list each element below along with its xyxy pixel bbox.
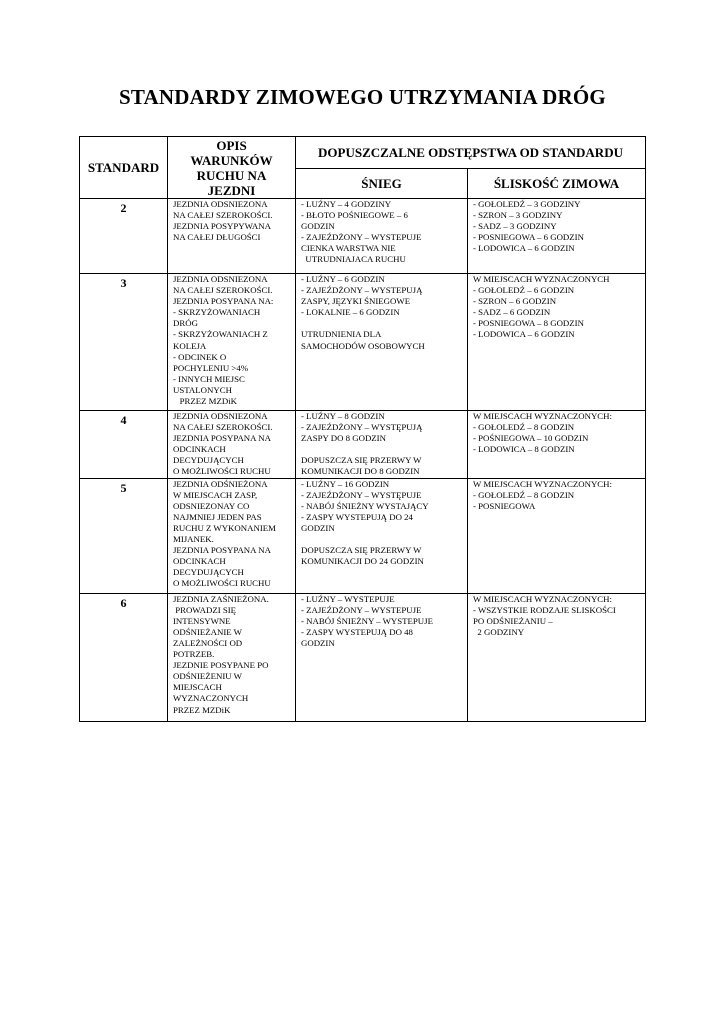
cell-line: ODCINKACH: [173, 556, 226, 567]
header-snieg: ŚNIEG: [296, 169, 468, 199]
cell-line: DRÓG: [173, 318, 198, 329]
cell-line: ODŚNIEŻENIU W: [173, 671, 242, 682]
cell-line: PO ODŚNIEŻANIU –: [473, 615, 553, 626]
header-opis-line: JEZDNI: [207, 182, 256, 198]
cell-line: NA CAŁEJ SZEROKOŚCI.: [173, 422, 273, 433]
cell-line: JEZDNIA ODŚNIEŻONA: [173, 478, 268, 489]
cell-line: JEZDNIA POSYPANA NA: [173, 433, 271, 444]
table-row: [80, 199, 646, 274]
sliskosc-cell: [468, 593, 646, 721]
cell-line: - GOŁOLEDŹ – 3 GODZINY: [473, 199, 581, 209]
cell-line: - LUŹNY – 16 GODZIN: [301, 478, 390, 489]
cell-line: - SZRON – 3 GODZINY: [473, 210, 563, 221]
cell-line: JEZDNIA POSYPANA NA: [173, 545, 271, 556]
header-opis-line: RUCHU NA: [196, 167, 267, 183]
cell-line: USTALONYCH: [173, 384, 232, 395]
cell-line: JEZDNIA ODSNIEZONA: [173, 411, 268, 421]
sliskosc-cell: [468, 478, 646, 593]
cell-line: DECYDUJĄCYCH: [173, 455, 244, 466]
header-standard: STANDARD: [80, 137, 168, 199]
cell-line: - WSZYSTKIE RODZAJE SLISKOŚCI: [473, 604, 616, 615]
cell-line: O MOŻLIWOŚCI RUCHU: [173, 466, 271, 477]
cell-line: - LODOWICA – 6 GODZIN: [473, 329, 575, 340]
cell-line: - LUŹNY – 8 GODZIN: [301, 411, 385, 421]
cell-line: DOPUSZCZA SIĘ PRZERWY W: [301, 455, 422, 466]
cell-line: RUCHU Z WYKONANIEM: [173, 522, 276, 533]
opis-cell: [168, 274, 296, 411]
cell-line: GODZIN: [301, 221, 335, 232]
cell-line: - SKRZYŻOWANIACH Z: [173, 329, 268, 340]
cell-line: - POSNIEGOWA – 8 GODZIN: [473, 318, 584, 329]
cell-line: - BŁOTO POŚNIEGOWE – 6: [301, 210, 408, 221]
cell-line: JEZDNIA ODSNIEZONA: [173, 274, 268, 284]
cell-line: NAJMNIEJ JEDEN PAS: [173, 511, 262, 522]
cell-line: JEZDNIE POSYPANE PO: [173, 660, 269, 671]
cell-line: - GOŁOLEDŹ – 8 GODZIN: [473, 422, 575, 433]
cell-line: - ZAJEŹDŻONY – WYSTĘPUJE: [301, 489, 422, 500]
cell-line: O MOŻLIWOŚCI RUCHU: [173, 578, 271, 589]
cell-line: SAMOCHODÓW OSOBOWYCH: [301, 340, 425, 351]
table-row: [80, 478, 646, 593]
header-sliskosc: ŚLISKOŚĆ ZIMOWA: [468, 169, 646, 199]
cell-line: - LODOWICA – 8 GODZIN: [473, 444, 575, 455]
cell-line: - ZAJEŹDŻONY – WYSTEPUJE: [301, 604, 422, 615]
cell-line: W MIEJSCACH WYZNACZONYCH: [473, 274, 610, 284]
standard-number: 2: [80, 199, 168, 274]
cell-line: - LUŹNY – 4 GODZINY: [301, 199, 392, 209]
cell-line: JEZDNIA ZAŚNIEŻONA.: [173, 593, 269, 604]
cell-line: NA CAŁEJ SZEROKOŚCI.: [173, 210, 273, 221]
cell-line: GODZIN: [301, 637, 335, 648]
cell-line: GODZIN: [301, 522, 335, 533]
page-title: STANDARDY ZIMOWEGO UTRZYMANIA DRÓG: [119, 85, 606, 109]
sliskosc-cell: [468, 199, 646, 274]
cell-line: - INNYCH MIEJSC: [173, 373, 245, 384]
cell-line: - LODOWICA – 6 GODZIN: [473, 243, 575, 254]
standard-number: 3: [80, 274, 168, 411]
opis-cell: [168, 478, 296, 593]
cell-line: - LOKALNIE – 6 GODZIN: [301, 307, 400, 318]
cell-line: ODŚNIEŻANIE W: [173, 626, 242, 637]
cell-line: - GOŁOLEDŹ – 6 GODZIN: [473, 285, 575, 296]
cell-line: [301, 318, 464, 329]
cell-line: PROWADZI SIĘ: [173, 604, 237, 615]
cell-line: DECYDUJĄCYCH: [173, 567, 244, 578]
cell-line: [301, 534, 464, 545]
cell-line: UTRUDNIAJACA RUCHU: [301, 254, 406, 265]
table-row: [80, 274, 646, 411]
cell-line: JEZDNIA POSYPYWANA: [173, 221, 271, 232]
header-dopuszczalne: DOPUSZCZALNE ODSTĘPSTWA OD STANDARDU: [296, 137, 646, 169]
cell-line: W MIEJSCACH WYZNACZONYCH:: [473, 478, 612, 489]
cell-line: - GOŁOLEDŹ – 8 GODZIN: [473, 489, 575, 500]
cell-line: - LUŹNY – WYSTEPUJE: [301, 593, 395, 604]
cell-line: - NABÓJ ŚNIEŻNY WYSTAJĄCY: [301, 500, 429, 511]
cell-line: [301, 444, 464, 455]
table-row: [80, 411, 646, 479]
cell-line: POCHYLENIU >4%: [173, 362, 249, 373]
cell-line: PRZEZ MZDiK: [173, 704, 231, 715]
snieg-cell: [296, 593, 468, 721]
standards-table: [79, 136, 646, 722]
cell-line: W MIEJSCACH ZASP,: [173, 489, 258, 500]
standard-number: 6: [80, 593, 168, 721]
cell-line: 2 GODZINY: [473, 626, 525, 637]
cell-line: PRZEZ MZDiK: [173, 396, 238, 407]
cell-line: MIJANEK.: [173, 534, 214, 545]
cell-line: MIEJSCACH: [173, 682, 222, 693]
cell-line: ZASPY, JĘZYKI ŚNIEGOWE: [301, 296, 411, 307]
cell-line: - ZAJEŹDŻONY – WYSTĘPUJĄ: [301, 422, 423, 433]
cell-line: - ZASPY WYSTEPUJĄ DO 24: [301, 511, 413, 522]
cell-line: ODSNIEZONAY CO: [173, 500, 250, 511]
cell-line: KOMUNIKACJI DO 8 GODZIN: [301, 466, 420, 477]
cell-line: KOLEJA: [173, 340, 207, 351]
sliskosc-cell: [468, 274, 646, 411]
cell-line: - NABÓJ ŚNIEŻNY – WYSTEPUJE: [301, 615, 433, 626]
cell-line: JEZDNIA POSYPANA NA:: [173, 296, 274, 307]
cell-line: KOMUNIKACJI DO 24 GODZIN: [301, 556, 424, 567]
opis-cell: [168, 199, 296, 274]
cell-line: - ZASPY WYSTEPUJĄ DO 48: [301, 626, 413, 637]
cell-line: ZASPY DO 8 GODZIN: [301, 433, 386, 444]
cell-line: POTRZEB.: [173, 649, 215, 660]
cell-line: W MIEJSCACH WYZNACZONYCH:: [473, 411, 612, 421]
cell-line: CIENKA WARSTWA NIE: [301, 243, 396, 254]
cell-line: JEZDNIA ODSNIEZONA: [173, 199, 268, 209]
sliskosc-cell: [468, 411, 646, 479]
table-row: [80, 593, 646, 721]
opis-cell: [168, 411, 296, 479]
header-opis-line: OPIS: [216, 137, 247, 153]
cell-line: DOPUSZCZA SIĘ PRZERWY W: [301, 545, 422, 556]
cell-line: - LUŹNY – 6 GODZIN: [301, 274, 385, 284]
header-row: [80, 137, 646, 169]
standard-number: 5: [80, 478, 168, 593]
cell-line: - SADZ – 6 GODZIN: [473, 307, 551, 318]
cell-line: - POSNIEGOWA: [473, 500, 536, 511]
cell-line: NA CAŁEJ SZEROKOŚCI.: [173, 285, 273, 296]
cell-line: - ZAJEŹDŻONY – WYSTEPUJE: [301, 232, 422, 243]
standard-number: 4: [80, 411, 168, 479]
cell-line: W MIEJSCACH WYZNACZONYCH:: [473, 593, 612, 604]
cell-line: ODCINKACH: [173, 444, 226, 455]
cell-line: INTENSYWNE: [173, 615, 231, 626]
cell-line: - SADZ – 3 GODZINY: [473, 221, 557, 232]
cell-line: - ODCINEK O: [173, 351, 227, 362]
cell-line: - ZAJEŹDŻONY – WYSTEPUJĄ: [301, 285, 423, 296]
snieg-cell: [296, 274, 468, 411]
cell-line: - POSNIEGOWA – 6 GODZIN: [473, 232, 584, 243]
cell-line: - SZRON – 6 GODZIN: [473, 296, 557, 307]
header-opis: [168, 137, 296, 199]
opis-cell: [168, 593, 296, 721]
header-opis-line: WARUNKÓW: [190, 152, 273, 168]
cell-line: UTRUDNIENIA DLA: [301, 329, 382, 340]
cell-line: ZALEŻNOŚCI OD: [173, 637, 243, 648]
snieg-cell: [296, 478, 468, 593]
cell-line: - POŚNIEGOWA – 10 GODZIN: [473, 433, 589, 444]
cell-line: NA CAŁEJ DŁUGOŚCI: [173, 232, 261, 243]
cell-line: - SKRZYŻOWANIACH: [173, 307, 261, 318]
snieg-cell: [296, 411, 468, 479]
snieg-cell: [296, 199, 468, 274]
cell-line: WYZNACZONYCH: [173, 693, 249, 704]
